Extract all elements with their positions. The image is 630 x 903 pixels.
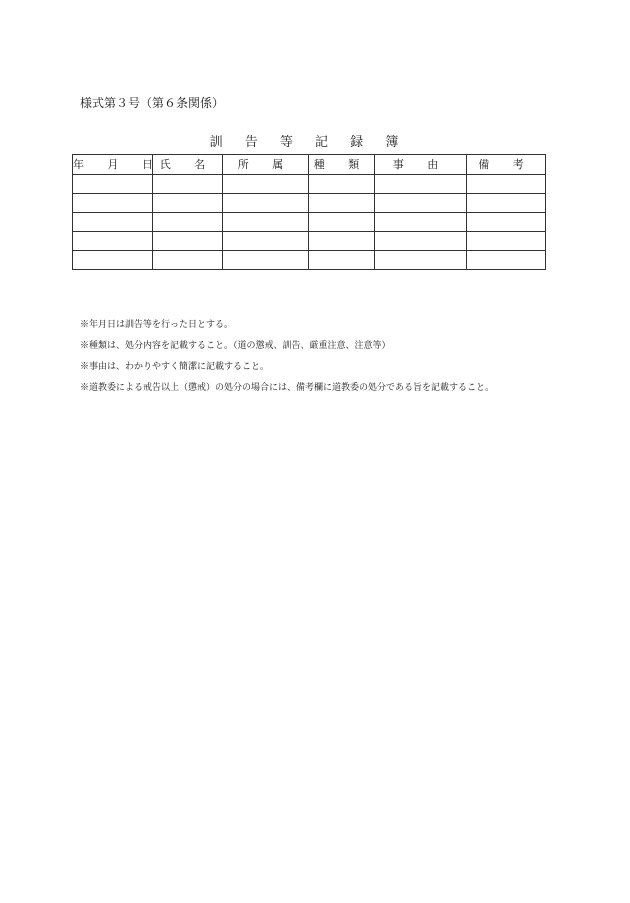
table-cell[interactable] <box>73 194 153 213</box>
table-cell[interactable] <box>153 213 223 232</box>
table-cell[interactable] <box>375 194 467 213</box>
table-cell[interactable] <box>467 194 546 213</box>
note-date: ※年月日は訓告等を行った日とする。 <box>80 320 234 330</box>
table-cell[interactable] <box>375 251 467 270</box>
table-cell[interactable] <box>73 175 153 194</box>
table-row <box>73 194 546 213</box>
table-cell[interactable] <box>223 232 309 251</box>
table-cell[interactable] <box>309 194 375 213</box>
table-row <box>73 175 546 194</box>
table-cell[interactable] <box>153 194 223 213</box>
table-cell[interactable] <box>467 232 546 251</box>
header-name: 氏 名 <box>153 155 223 175</box>
table-cell[interactable] <box>73 213 153 232</box>
header-remarks: 備 考 <box>467 155 546 175</box>
header-date: 年 月 日 <box>73 155 153 175</box>
table-row <box>73 251 546 270</box>
header-reason: 事 由 <box>375 155 467 175</box>
table-cell[interactable] <box>309 213 375 232</box>
notes-section <box>80 320 600 404</box>
table-cell[interactable] <box>223 175 309 194</box>
table-cell[interactable] <box>153 232 223 251</box>
table-cell[interactable] <box>375 232 467 251</box>
table-cell[interactable] <box>223 213 309 232</box>
table-cell[interactable] <box>73 232 153 251</box>
header-type: 種 類 <box>309 155 375 175</box>
note-remarks: ※道教委による戒告以上（懲戒）の処分の場合には、備考欄に道教委の処分である旨を記載すること。 <box>80 383 495 393</box>
table-cell[interactable] <box>467 251 546 270</box>
table-header-row <box>73 155 546 175</box>
table-cell[interactable] <box>375 175 467 194</box>
table-cell[interactable] <box>467 213 546 232</box>
table-cell[interactable] <box>309 251 375 270</box>
table-cell[interactable] <box>153 251 223 270</box>
note-reason: ※事由は、わかりやすく簡潔に記載すること。 <box>80 362 270 372</box>
table-cell[interactable] <box>223 251 309 270</box>
table-cell[interactable] <box>309 232 375 251</box>
table-cell[interactable] <box>153 175 223 194</box>
form-number: 様式第３号（第６条関係） <box>80 96 225 110</box>
document-title: 訓 告 等 記 録 簿 <box>209 135 408 150</box>
note-type: ※種類は、処分内容を記載すること。（道の懲戒、訓告、厳重注意、注意等） <box>80 341 391 351</box>
table-cell[interactable] <box>309 175 375 194</box>
table-cell[interactable] <box>223 194 309 213</box>
table-cell[interactable] <box>467 175 546 194</box>
table-row <box>73 213 546 232</box>
table-row <box>73 232 546 251</box>
header-affiliation: 所 属 <box>223 155 309 175</box>
table-cell[interactable] <box>73 251 153 270</box>
table-cell[interactable] <box>375 213 467 232</box>
record-table <box>72 154 546 270</box>
